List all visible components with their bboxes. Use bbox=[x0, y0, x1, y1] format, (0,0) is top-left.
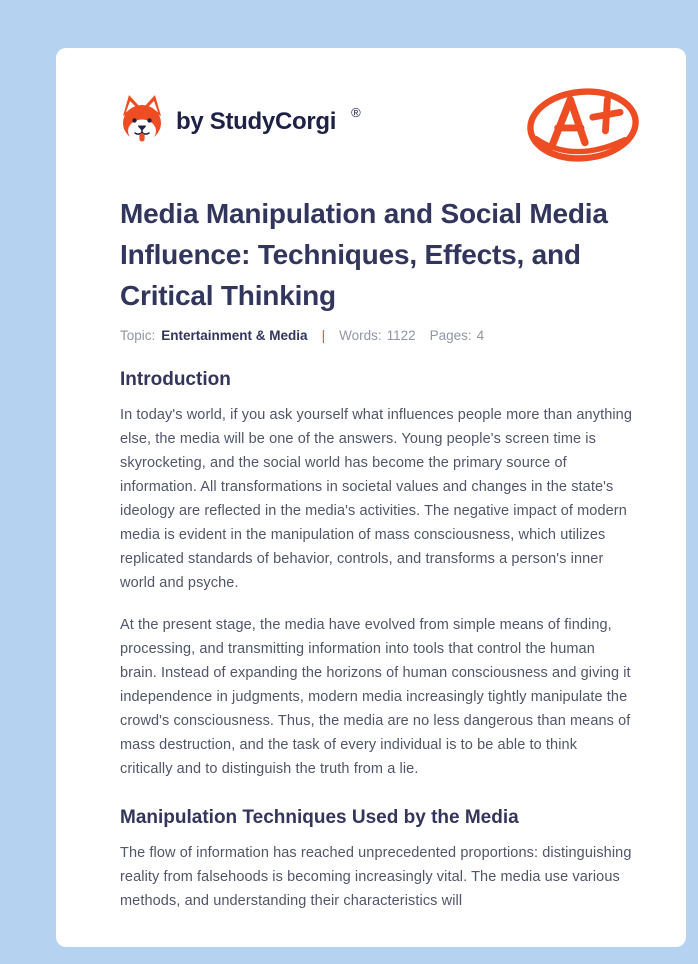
pages-count: Pages: 4 bbox=[429, 328, 485, 343]
paragraph: In today's world, if you ask yourself what influences people more than anything else, the media will be one of the answers. Young people's screen time is skyrocketing, and the social world has become the primary source of information. All transformations in societal values and changes in the state's ideology are reflected in the media's activities. The negative impact of modern media is evident in the manipulation of mass consciousness, which utilizes replicated standards of behavior, controls, and transforms a person's inner world and psyche. bbox=[120, 407, 633, 591]
topic-link[interactable]: Entertainment & Media bbox=[161, 328, 308, 343]
section-heading-introduction: Introduction bbox=[120, 369, 231, 390]
section-heading-manipulation-techniques: Manipulation Techniques Used by the Media bbox=[120, 807, 519, 828]
meta-separator: | bbox=[321, 328, 326, 343]
paragraph: The flow of information has reached unprecedented proportions: distinguishing reality from falsehoods is becoming increasingly vital. The media use various methods, and understanding their characteristics will bbox=[120, 845, 632, 909]
paragraph: At the present stage, the media have evolved from simple means of finding, processing, and transmitting information into tools that control the human brain. Instead of expanding the horizons of human consciousness and giving it independence in judgments, modern media increasingly tightly manipulate the crowd's consciousness. Thus, the media are no less dangerous than means of mass destruction, and the task of every individual is to be able to think critically and to distinguish the truth from a lie. bbox=[120, 617, 631, 777]
topic-label: Topic: bbox=[120, 328, 156, 343]
card-header bbox=[120, 82, 632, 171]
a-plus-circled-icon bbox=[524, 84, 642, 171]
brand-wordmark: by StudyCorgi bbox=[176, 107, 337, 135]
document-preview-card bbox=[56, 48, 686, 947]
page-title: Media Manipulation and Social Media Influence: Techniques, Effects, and Critical Thinking bbox=[120, 198, 608, 311]
article-meta bbox=[120, 328, 632, 343]
words-count: Words: 1122 bbox=[339, 328, 416, 343]
corgi-face-icon bbox=[120, 94, 164, 149]
studycorgi-brand-link[interactable] bbox=[120, 94, 361, 149]
registered-trademark-symbol: ® bbox=[351, 105, 361, 120]
